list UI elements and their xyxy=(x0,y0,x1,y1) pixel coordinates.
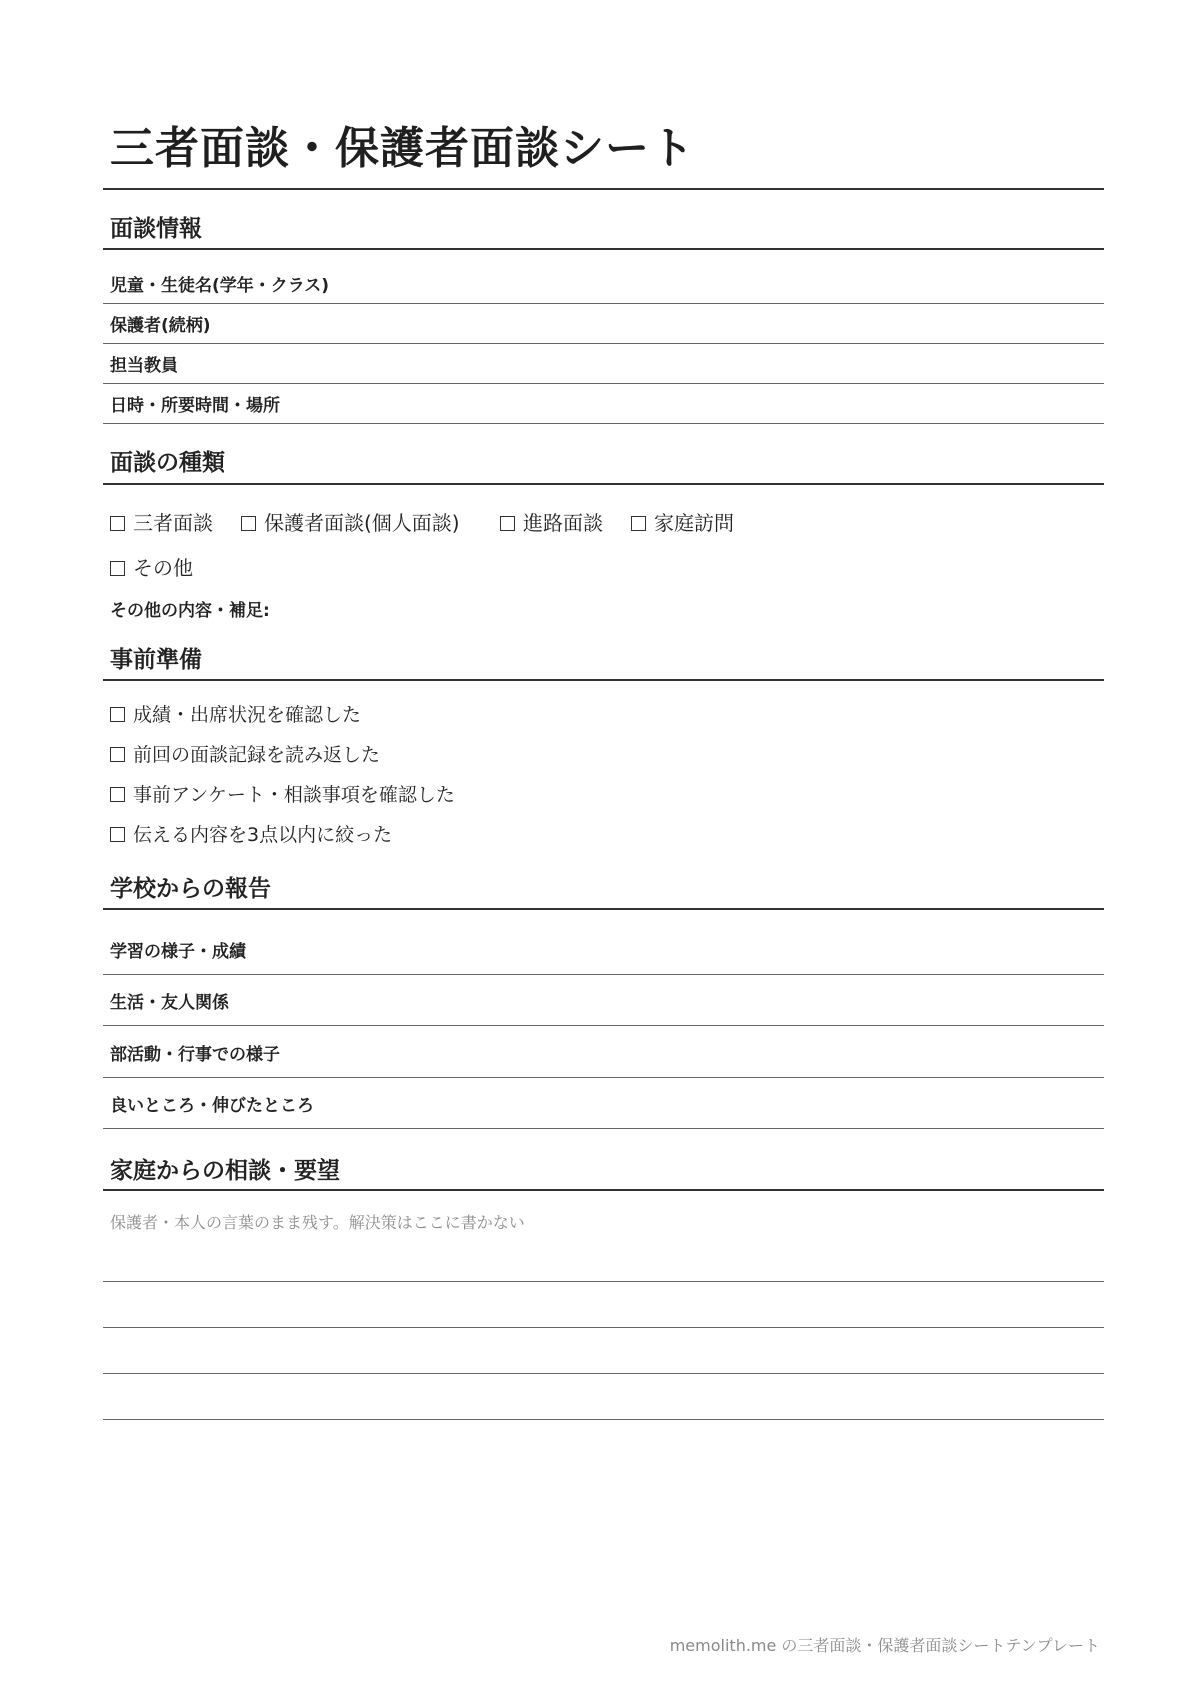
field-line[interactable] xyxy=(103,343,1104,344)
checkbox-icon xyxy=(110,516,125,531)
checkbox-label: 進路面談 xyxy=(523,511,603,535)
checkbox-icon xyxy=(631,516,646,531)
checkbox-option-three-way[interactable] xyxy=(110,507,213,536)
section-heading-info: 面談情報 xyxy=(110,216,202,242)
field-line[interactable] xyxy=(103,303,1104,304)
checklist-label: 成績・出席状況を確認した xyxy=(133,704,362,726)
divider xyxy=(103,248,1104,250)
divider xyxy=(103,188,1104,190)
checkbox-icon xyxy=(110,787,125,802)
checkbox-icon xyxy=(110,561,125,576)
footer-credit: memolith.me の三者面談・保護者面談シートテンプレート xyxy=(669,1636,1100,1655)
section-heading-prep: 事前準備 xyxy=(110,647,202,673)
divider xyxy=(103,679,1104,681)
writing-line[interactable] xyxy=(103,1419,1104,1420)
writing-line[interactable] xyxy=(103,1281,1104,1282)
section-heading-type: 面談の種類 xyxy=(110,450,225,476)
field-label-guardian: 保護者(続柄) xyxy=(110,316,211,336)
divider xyxy=(103,908,1104,910)
checkbox-label: 保護者面談(個人面談) xyxy=(264,511,460,535)
checkbox-icon xyxy=(241,516,256,531)
checkbox-label: 三者面談 xyxy=(133,511,213,535)
field-label-study: 学習の様子・成績 xyxy=(110,942,246,962)
field-label-student: 児童・生徒名(学年・クラス) xyxy=(110,276,330,296)
section-heading-family: 家庭からの相談・要望 xyxy=(110,1158,340,1184)
checkbox-icon xyxy=(110,707,125,722)
checklist-label: 事前アンケート・相談事項を確認した xyxy=(133,784,455,806)
checkbox-option-other[interactable] xyxy=(110,552,193,581)
field-line[interactable] xyxy=(103,423,1104,424)
field-line[interactable] xyxy=(103,1025,1104,1026)
checkbox-label: その他 xyxy=(133,556,193,580)
checkbox-label: 家庭訪問 xyxy=(654,511,734,535)
field-line[interactable] xyxy=(103,383,1104,384)
checkbox-icon xyxy=(500,516,515,531)
field-line[interactable] xyxy=(103,974,1104,975)
checklist-label: 前回の面談記録を読み返した xyxy=(133,744,381,766)
page-title: 三者面談・保護者面談シート xyxy=(110,123,695,174)
checkbox-option-home-visit[interactable] xyxy=(631,507,734,536)
writing-line[interactable] xyxy=(103,1373,1104,1374)
checklist-item-survey[interactable] xyxy=(110,780,455,807)
section-heading-report: 学校からの報告 xyxy=(110,876,271,902)
field-line[interactable] xyxy=(103,1128,1104,1129)
family-hint-text: 保護者・本人の言葉のまま残す。解決策はここに書かない xyxy=(110,1213,525,1232)
checkbox-option-guardian[interactable] xyxy=(241,507,460,536)
field-label-teacher: 担当教員 xyxy=(110,356,178,376)
checkbox-option-career[interactable] xyxy=(500,507,603,536)
divider xyxy=(103,1189,1104,1191)
other-note-label: その他の内容・補足: xyxy=(110,601,270,621)
field-line[interactable] xyxy=(103,1077,1104,1078)
checklist-label: 伝える内容を3点以内に絞った xyxy=(133,824,393,846)
field-label-strengths: 良いところ・伸びたところ xyxy=(110,1096,314,1116)
field-label-life: 生活・友人関係 xyxy=(110,993,229,1013)
field-label-datetime: 日時・所要時間・場所 xyxy=(110,396,280,416)
checklist-item-previous-record[interactable] xyxy=(110,740,380,767)
field-label-club: 部活動・行事での様子 xyxy=(110,1045,280,1065)
checklist-item-grades[interactable] xyxy=(110,700,361,727)
checkbox-icon xyxy=(110,747,125,762)
writing-line[interactable] xyxy=(103,1327,1104,1328)
checkbox-icon xyxy=(110,827,125,842)
divider xyxy=(103,483,1104,485)
checklist-item-three-points[interactable] xyxy=(110,820,392,847)
